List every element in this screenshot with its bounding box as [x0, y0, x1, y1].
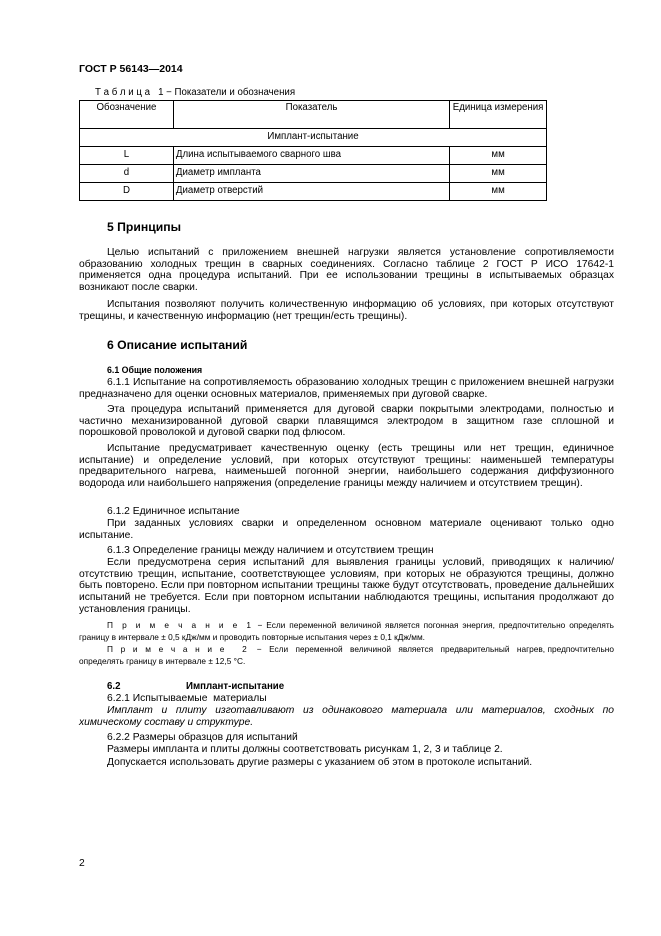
table-cell-unit: мм [450, 147, 547, 165]
table-cell-symbol: D [80, 183, 174, 201]
col-header-symbol: Обозначение [80, 101, 174, 129]
table-cell-symbol: L [80, 147, 174, 165]
paragraph-6-1-1: 6.1.1 Испытание на сопротивляемость образованию холодных трещин с приложением внешней нагрузки предназначено для оценки основных материалов, применяемых при дуговой сварке. [79, 377, 614, 400]
doc-number: ГОСТ Р 56143—2014 [79, 63, 183, 75]
table-section-row [80, 129, 547, 147]
table-caption-prefix: Т а б л и ц а 1 [95, 87, 164, 98]
paragraph-6-1-2-title: 6.1.2 Единичное испытание [107, 506, 240, 517]
paragraph-6-1-3: Если предусмотрена серия испытаний для выявления границы условий, приводящих к наличию/отсутствию трещин, испытание, соответствующее условиям, при которых не образуются трещины, должно быть повторено. Если при повторном испытании трещины также будут отсутствовать, проведение дальнейших испытаний не требуется. Если при повторном испытании наблюдаются трещины, испытания продолжают до установления границы. [79, 557, 614, 615]
note-2 [79, 644, 617, 667]
section-6-heading: 6 Описание испытаний [107, 338, 248, 352]
table-1 [79, 100, 547, 201]
table-caption [95, 87, 295, 98]
section-5-paragraph-2: Испытания позволяют получить количественную информацию об условиях, при которых отсутствуют трещины, и качественную информацию (нет трещин/есть трещины). [79, 299, 614, 322]
page-number: 2 [79, 858, 85, 869]
subsection-6-2-number: 6.2 [107, 681, 121, 692]
paragraph-6-1-3-title: 6.1.3 Определение границы между наличием и отсутствием трещин [107, 545, 434, 556]
col-header-unit: Единица измерения [450, 101, 547, 129]
note-2-text: − Если переменной величиной является предварительный нагрев, предпочтительно определять границу в интервале ± 12,5 °C. [79, 644, 617, 666]
table-cell-unit: мм [450, 183, 547, 201]
paragraph-6-2-2-b: Допускается использовать другие размеры с указанием об этом в протоколе испытаний. [107, 757, 533, 768]
table-cell-indicator: Диаметр отверстий [173, 183, 449, 201]
paragraph-6-1-1-b: Эта процедура испытаний применяется для дуговой сварки покрытыми электродами, полностью и частично механизированной дуговой сварки плавящимся электродом в защитном газе сплошной и порошковой проволокой и дуговой сварки под флюсом. [79, 404, 614, 439]
section-5-paragraph-1: Целью испытаний с приложением внешней нагрузки является установление сопротивляемости образованию холодных трещин в сварных соединениях. Согласно таблице 2 ГОСТ Р ИСО 17642-1 применяется одна процедура испытаний. При ее использовании трещины в испытываемых образцах возникают после сварки. [79, 247, 614, 294]
col-header-indicator: Показатель [173, 101, 449, 129]
paragraph-6-2-1: Имплант и плиту изготавливают из одинакового материала или материалов, сходных по химическому составу и структуре. [79, 705, 614, 728]
table-cell-indicator: Диаметр импланта [173, 165, 449, 183]
subsection-6-2-title: Имплант-испытание [186, 681, 285, 692]
section-5-heading: 5 Принципы [107, 220, 181, 234]
table-row [80, 147, 547, 165]
paragraph-6-2-2-title: 6.2.2 Размеры образцов для испытаний [107, 732, 298, 743]
table-row [80, 183, 547, 201]
table-caption-title: − Показатели и обозначения [163, 87, 296, 98]
note-1-label: П р и м е ч а н и е 1 [107, 620, 254, 630]
note-2-label: П р и м е ч а н и е 2 [107, 644, 250, 654]
table-cell-symbol: d [80, 165, 174, 183]
table-cell-indicator: Длина испытываемого сварного шва [173, 147, 449, 165]
note-1 [79, 620, 614, 643]
paragraph-6-2-2: Размеры импланта и плиты должны соответствовать рисункам 1, 2, 3 и таблице 2. [107, 744, 503, 755]
note-1-text: − Если переменной величиной является погонная энергия, предпочтительно определять границу в интервале ± 0,5 кДж/мм и проводить повторные испытания через ± 0,1 кДж/мм. [79, 620, 614, 642]
table-header-row [80, 101, 547, 129]
table-row [80, 165, 547, 183]
table-section-title: Имплант-испытание [80, 129, 547, 147]
paragraph-6-1-1-c: Испытание предусматривает качественную оценку (есть трещины или нет трещин, единичное испытание) и определение условий, при которых отсутствуют трещины: наименьшей температуры предварительного нагрева, наименьшей погонной энергии, наибольшего содержания диффузионного водорода или наибольшего напряжения (определение границы между наличием и отсутствием трещин). [79, 443, 614, 490]
subsection-6-1-title: 6.1 Общие положения [107, 365, 203, 375]
paragraph-6-1-2: При заданных условиях сварки и определенном основном материале оценивают только одно испытание. [79, 518, 614, 541]
table-cell-unit: мм [450, 165, 547, 183]
paragraph-6-2-1-title: 6.2.1 Испытываемые материалы [107, 693, 267, 704]
